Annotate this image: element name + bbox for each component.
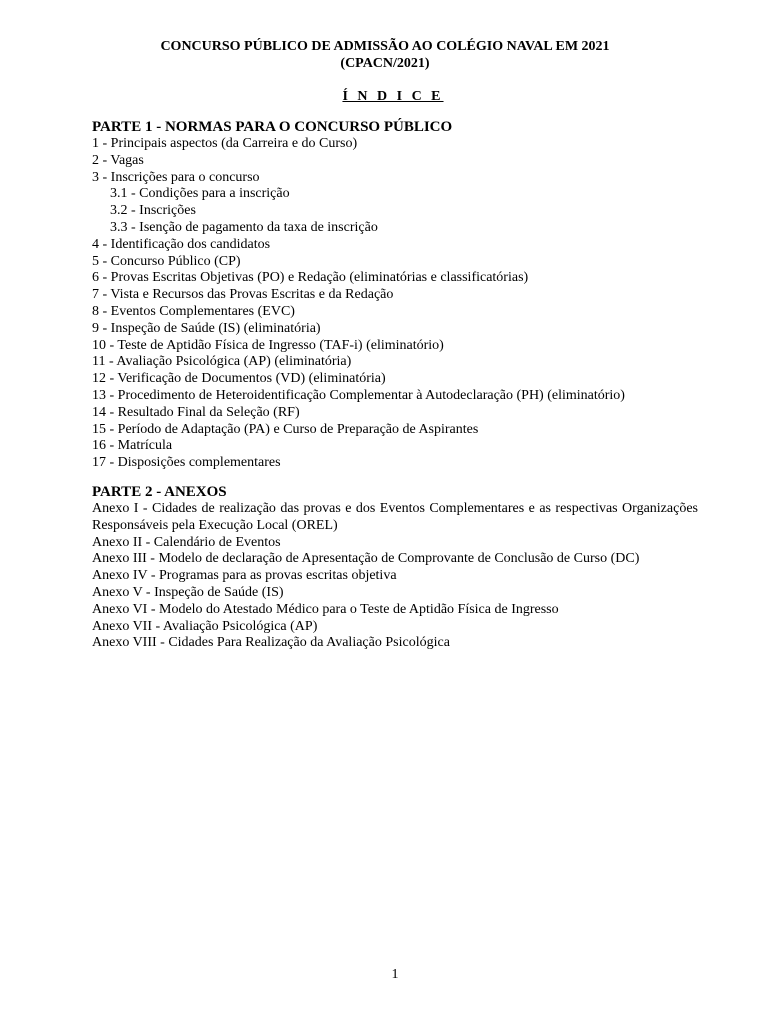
toc-item-1: 1 - Principais aspectos (da Carreira e do Curso) <box>92 136 358 151</box>
toc-item-3-2: 3.2 - Inscrições <box>110 203 196 219</box>
toc-item-3: 3 - Inscrições para o concurso <box>92 169 260 185</box>
toc-item-4: 4 - Identificação dos candidatos <box>92 236 271 252</box>
toc-item-17: 17 - Disposições complementares <box>92 455 281 471</box>
toc-item-8: 8 - Eventos Complementares (EVC) <box>92 303 295 319</box>
annex-item-1: Anexo I - Cidades de realização das provas e dos Eventos Complementares e as respectivas Organizações Responsáveis pela Execução Local (OREL) <box>92 500 698 533</box>
toc-item-14: 14 - Resultado Final da Seleção (RF) <box>92 404 300 420</box>
table-of-contents <box>92 119 698 652</box>
toc-item-5: 5 - Concurso Público (CP) <box>92 253 241 269</box>
toc-item-11: 11 - Avaliação Psicológica (AP) (eliminatória) <box>92 354 352 370</box>
annex-item-8: Anexo VIII - Cidades Para Realização da Avaliação Psicológica <box>92 635 450 651</box>
toc-item-15: 15 - Período de Adaptação (PA) e Curso de Preparação de Aspirantes <box>92 421 479 437</box>
toc-item-12: 12 - Verificação de Documentos (VD) (eliminatória) <box>92 371 386 387</box>
toc-item-2: 2 - Vagas <box>92 152 144 168</box>
annex-item-4: Anexo IV - Programas para as provas escritas objetiva <box>92 568 397 584</box>
document-title: CONCURSO PÚBLICO DE ADMISSÃO AO COLÉGIO NAVAL EM 2021 <box>160 39 610 54</box>
toc-item-13: 13 - Procedimento de Heteroidentificação Complementar à Autodeclaração (PH) (eliminatório) <box>92 387 625 403</box>
page-number: 1 <box>391 967 399 982</box>
toc-item-3-1: 3.1 - Condições para a inscrição <box>110 186 290 202</box>
toc-item-16: 16 - Matrícula <box>92 438 173 454</box>
annex-item-2: Anexo II - Calendário de Eventos <box>92 534 281 550</box>
index-heading: Í N D I C E <box>342 89 444 104</box>
annex-item-6: Anexo VI - Modelo do Atestado Médico para o Teste de Aptidão Física de Ingresso <box>92 601 559 617</box>
toc-item-9: 9 - Inspeção de Saúde (IS) (eliminatória) <box>92 320 321 336</box>
toc-item-10: 10 - Teste de Aptidão Física de Ingresso (TAF-i) (eliminatório) <box>92 337 444 353</box>
annex-item-7: Anexo VII - Avaliação Psicológica (AP) <box>92 618 318 634</box>
toc-item-6: 6 - Provas Escritas Objetivas (PO) e Redação (eliminatórias e classificatórias) <box>92 270 529 286</box>
annex-item-3: Anexo III - Modelo de declaração de Apresentação de Comprovante de Conclusão de Curso (DC) <box>92 551 640 567</box>
annex-item-5: Anexo V - Inspeção de Saúde (IS) <box>92 584 284 600</box>
toc-item-7: 7 - Vista e Recursos das Provas Escritas e da Redação <box>92 287 394 303</box>
part1-heading: PARTE 1 - NORMAS PARA O CONCURSO PÚBLICO <box>92 119 453 135</box>
document-subtitle: (CPACN/2021) <box>340 56 430 71</box>
part2-heading: PARTE 2 - ANEXOS <box>92 483 227 500</box>
toc-item-3-3: 3.3 - Isenção de pagamento da taxa de inscrição <box>110 219 378 235</box>
